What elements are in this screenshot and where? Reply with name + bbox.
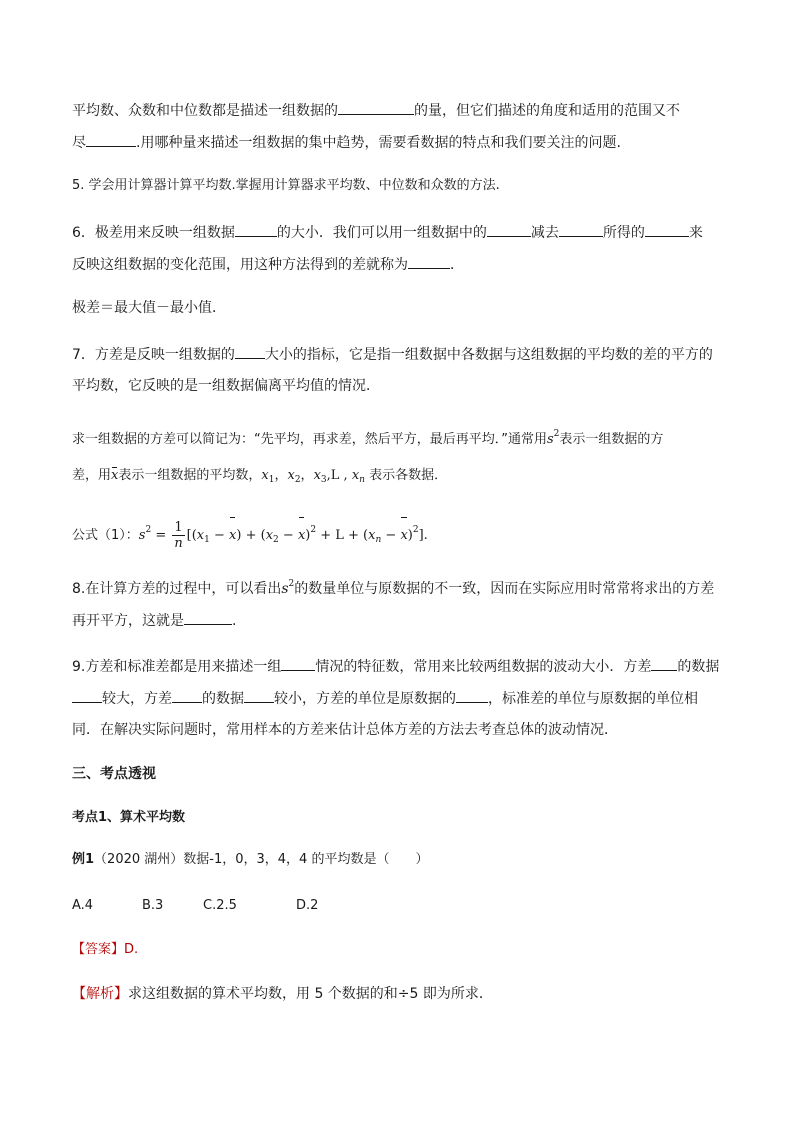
- fill-blank: [487, 222, 531, 237]
- symbol-x: x: [287, 468, 295, 483]
- fill-blank: [559, 222, 603, 237]
- superscript: 2: [412, 525, 419, 535]
- bracket: ): [305, 528, 311, 543]
- paragraph-central-tendency-line2: [72, 132, 621, 153]
- text: 6．极差用来反映一组数据: [72, 225, 235, 241]
- example-label: 例1: [72, 852, 95, 867]
- fill-blank: [172, 688, 202, 703]
- text: 9.方差和标准差都是用来描述一组: [72, 659, 282, 675]
- option-b: B.3: [142, 898, 164, 913]
- superscript: 2: [310, 525, 317, 535]
- text: .: [232, 613, 237, 629]
- answer-value: D.: [124, 942, 139, 957]
- range-formula: 极差＝最大值－最小值．: [72, 300, 226, 316]
- topic-heading: 考点1、算术平均数: [72, 810, 186, 825]
- text: 来: [688, 225, 703, 241]
- subscript: 1: [204, 535, 210, 545]
- numerator: 1: [174, 520, 183, 535]
- variance-formula: [72, 510, 428, 550]
- text: 的大小．我们可以用一组数据中的: [276, 225, 487, 241]
- minus-sign: −: [278, 528, 298, 543]
- text: 较大，方差: [102, 691, 172, 707]
- symbol-s: s: [138, 528, 146, 543]
- text: 7．方差是反映一组数据的: [72, 347, 235, 363]
- item-7-variance-line1: [72, 344, 713, 365]
- text: 较小，方差的单位是原数据的: [274, 691, 456, 707]
- text: 大小的指标，它是指一组数据中各数据与这组数据的平均数的差的平方的: [264, 347, 713, 363]
- fill-blank: [456, 688, 488, 703]
- item-8-std-dev-line1: [72, 574, 714, 599]
- item-9-line3: 同．在解决实际问题时，常用样本的方差来估计总体方差的方法去考查总体的波动情况．: [72, 722, 618, 738]
- analysis-line: [72, 984, 493, 1004]
- text: .用哪种量来描述一组数据的集中趋势，需要看数据的特点和我们要关注的问题.: [136, 135, 621, 151]
- paragraph-central-tendency-line1: [72, 100, 680, 121]
- subscript: 2: [273, 535, 279, 545]
- superscript: 2: [145, 525, 152, 535]
- text: 所得的: [602, 225, 645, 241]
- text: 平均数、众数和中位数都是描述一组数据的: [72, 103, 338, 119]
- text: 表示一组数据的平均数，: [118, 468, 262, 483]
- subscript: 1: [268, 475, 275, 485]
- fill-blank: [86, 132, 136, 147]
- minus-sign: −: [381, 528, 401, 543]
- text: ，标准差的单位与原数据的单位相: [488, 691, 698, 707]
- fill-blank: [184, 610, 232, 625]
- minus-sign: −: [209, 528, 230, 543]
- symbol-s: s: [546, 432, 554, 447]
- analysis-text: 求这组数据的算术平均数，用 5 个数据的和÷5 即为所求．: [128, 986, 493, 1002]
- text: 再开平方，这就是: [72, 613, 184, 629]
- symbol-x: x: [265, 528, 274, 543]
- symbol-x: x: [196, 528, 205, 543]
- fraction-one-over-n: [172, 520, 184, 551]
- text: 反映这组数据的变化范围，用这种方法得到的差就称为: [72, 257, 408, 273]
- text: 的量，但它们描述的角度和适用的范围又不: [414, 103, 680, 119]
- symbol-x-bar: x: [400, 516, 407, 556]
- plus-sign: + (: [241, 528, 266, 543]
- subscript: n: [375, 535, 382, 545]
- example-question: [72, 850, 428, 870]
- ellipsis: ,L ,: [326, 468, 348, 483]
- denominator: n: [174, 536, 183, 551]
- text: 差，用: [72, 468, 112, 483]
- answer-line: [72, 940, 138, 960]
- item-8-std-dev-line2: [72, 610, 236, 631]
- fill-blank: [72, 688, 102, 703]
- subscript: n: [359, 475, 365, 485]
- fill-blank: [235, 344, 265, 359]
- symbol-x-bar: x: [229, 516, 236, 556]
- text: ．: [450, 257, 464, 273]
- text: 尽: [72, 135, 86, 151]
- superscript: 2: [553, 429, 560, 439]
- subscript: 3: [320, 475, 327, 485]
- text: 8.在计算方差的过程中，可以看出: [72, 581, 282, 597]
- symbol-x-bar: x: [111, 466, 118, 486]
- symbol-x: x: [351, 468, 360, 483]
- option-d: D.2: [296, 898, 319, 913]
- variance-description-line1: [72, 424, 663, 450]
- fill-blank: [338, 100, 414, 115]
- fill-blank: [408, 254, 450, 269]
- bracket: ): [407, 528, 413, 543]
- text: 的数据: [677, 659, 720, 675]
- equals-sign: =: [151, 528, 171, 543]
- text: 表示一组数据的方: [559, 432, 664, 447]
- text: 的数据: [202, 691, 244, 707]
- symbol-x: x: [368, 528, 376, 543]
- plus-sign: + L + (: [316, 528, 369, 543]
- formula-label: 公式（1）：: [72, 528, 139, 543]
- fill-blank: [281, 656, 315, 671]
- superscript: 2: [288, 579, 295, 589]
- item-9-line2: [72, 688, 698, 709]
- symbol-x-bar: x: [298, 516, 305, 556]
- item-6-range-line1: [72, 222, 703, 243]
- subscript: 2: [294, 475, 301, 485]
- item-9-line1: [72, 656, 719, 677]
- analysis-tag: 【解析】: [72, 986, 128, 1002]
- text: 表示各数据．: [369, 468, 448, 483]
- answer-tag: 【答案】: [72, 942, 125, 957]
- bracket: ].: [418, 528, 428, 543]
- fill-blank: [244, 688, 274, 703]
- example-text: （2020 湖州）数据-1，0，3，4，4 的平均数是（ ）: [94, 852, 429, 867]
- option-a: A.4: [72, 898, 94, 913]
- text: 求一组数据的方差可以简记为：“先平均，再求差，然后平方，最后再平均．”通常用: [72, 432, 547, 447]
- item-6-range-line2: [72, 254, 464, 275]
- item-5-calculator: 5. 学会用计算器计算平均数.掌握用计算器求平均数、中位数和众数的方法.: [72, 178, 500, 193]
- text: 情况的特征数，常用来比较两组数据的波动大小．方差: [315, 659, 652, 675]
- symbol-x: x: [313, 468, 321, 483]
- fill-blank: [651, 656, 677, 671]
- option-c: C.2.5: [203, 898, 237, 913]
- symbol-s: s: [281, 581, 289, 597]
- section-heading: 三、考点透视: [72, 766, 156, 782]
- variance-description-line2: 差，用x表示一组数据的平均数，$x_1$，$x_2$，$x_3,L$ , $x_n$ 表示各数据．: [72, 468, 448, 485]
- fill-blank: [645, 222, 689, 237]
- bracket: ): [236, 528, 242, 543]
- text: 减去: [530, 225, 559, 241]
- bracket: [(: [186, 528, 197, 543]
- text: 的数量单位与原数据的不一致，因而在实际应用时常常将求出的方差: [294, 581, 715, 597]
- item-7-variance-line2: 平均数，它反映的是一组数据偏离平均值的情况．: [72, 378, 380, 394]
- symbol-x: x: [261, 468, 269, 483]
- fill-blank: [235, 222, 277, 237]
